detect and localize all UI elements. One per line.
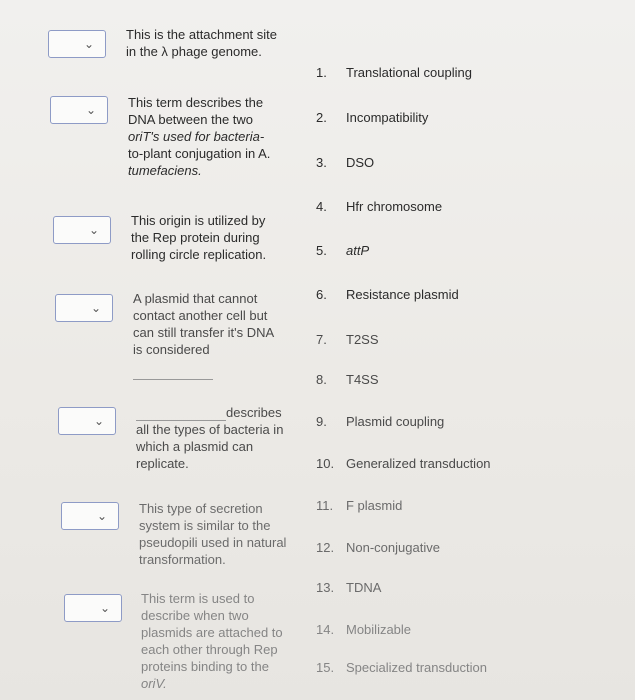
option-2: 2. Incompatibility [316,110,429,125]
option-11: 11. F plasmid [316,498,403,513]
prompt-line: in the λ phage genome. [126,44,262,59]
prompt-line: This origin is utilized by [131,213,266,228]
prompt-line: transformation. [139,552,226,567]
prompt-line: describe when two [141,608,249,623]
option-13: 13. TDNA [316,580,382,595]
prompt-line: is considered [133,342,210,357]
prompt-line: all the types of bacteria in [136,422,284,437]
chevron-down-icon: ⌄ [89,223,100,237]
chevron-down-icon: ⌄ [91,301,102,315]
prompt-line: which a plasmid can [136,439,254,454]
option-7: 7. T2SS [316,332,379,347]
prompt-line: This term is used to [141,591,255,606]
option-14: 14. Mobilizable [316,622,412,637]
prompt-5 [136,404,308,472]
answer-blank [136,405,226,421]
answer-dropdown-4[interactable] [55,294,113,322]
prompt-line: plasmids are attached to [141,625,283,640]
prompt-line: contact another cell but [133,308,268,323]
chevron-down-icon: ⌄ [94,414,105,428]
prompt-line: oriV. [141,676,167,691]
answer-dropdown-7[interactable] [64,594,122,622]
prompt-line: to-plant conjugation in A. [128,146,271,161]
prompt-line: This type of secretion [139,501,263,516]
option-8: 8. T4SS [316,372,379,387]
prompt-line: each other through Rep [141,642,278,657]
answer-dropdown-3[interactable] [53,216,111,244]
prompt-7 [141,590,313,692]
prompt-line: the Rep protein during [131,230,260,245]
answer-dropdown-5[interactable] [58,407,116,435]
chevron-down-icon: ⌄ [100,601,111,615]
option-4: 4. Hfr chromosome [316,199,443,214]
prompt-line: A plasmid that cannot [133,291,258,306]
prompt-line: can still transfer it's DNA [133,325,275,340]
option-1: 1. Translational coupling [316,65,472,80]
prompt-1 [126,26,298,60]
prompt-line: This is the attachment site [126,27,278,42]
prompt-4 [133,290,305,380]
prompt-line: pseudopili used in natural [139,535,287,550]
prompt-line: DNA between the two [128,112,254,127]
prompt-line: rolling circle replication. [131,247,267,262]
answer-dropdown-1[interactable] [48,30,106,58]
prompt-line: This term describes the [128,95,264,110]
chevron-down-icon: ⌄ [86,103,97,117]
prompt-line: oriT's used for bacteria- [128,129,265,144]
option-15: 15. Specialized transduction [316,660,487,675]
prompt-line: describes [226,405,282,420]
prompt-line: proteins binding to the [141,659,269,674]
prompt-3 [131,212,303,263]
chevron-down-icon: ⌄ [97,509,108,523]
prompt-line: replicate. [136,456,189,471]
option-12: 12. Non-conjugative [316,540,440,555]
prompt-line: tumefaciens. [128,163,202,178]
option-9: 9. Plasmid coupling [316,414,445,429]
prompt-line: system is similar to the [139,518,271,533]
option-3: 3. DSO [316,155,375,170]
answer-dropdown-6[interactable] [61,502,119,530]
answer-blank [133,364,213,380]
prompt-2 [128,94,300,179]
option-5: 5. attP [316,243,370,258]
answer-dropdown-2[interactable] [50,96,108,124]
prompt-6 [139,500,311,568]
option-6: 6. Resistance plasmid [316,287,459,302]
option-10: 10. Generalized transduction [316,456,491,471]
chevron-down-icon: ⌄ [84,37,95,51]
